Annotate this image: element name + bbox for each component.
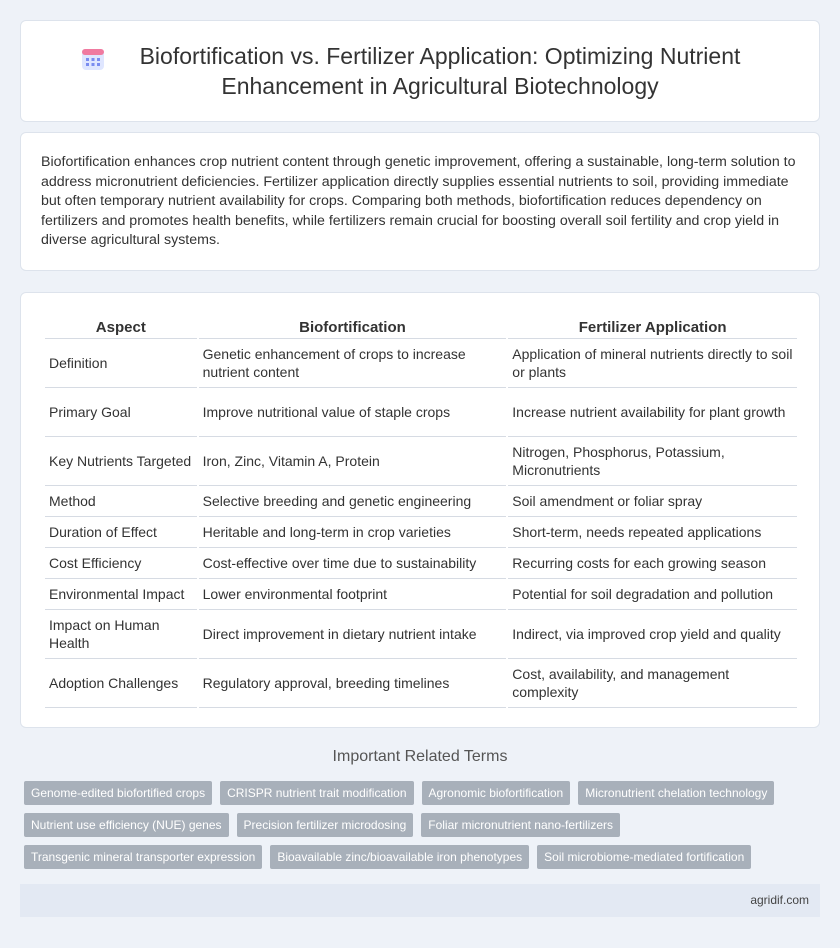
- header-fertilizer: Fertilizer Application: [508, 313, 797, 339]
- row-aspect: Duration of Effect: [45, 517, 197, 548]
- related-terms-title: Important Related Terms: [332, 748, 508, 765]
- intro-paragraph: Biofortification enhances crop nutrient content through genetic improvement, offering a sustainable, long-term solution to address micronutrient deficiencies. Fertilizer application directly supplies essential nutrients to soil, providing immediate but often temporary nutrient availability for crops. Comparing both methods, biofortification reduces dependency on fertilizers and promotes health benefits, while fertilizers remain crucial for boosting overall soil fertility and crop yield in diverse agricultural systems.: [41, 154, 796, 249]
- table-row: [45, 579, 797, 610]
- row-aspect: Primary Goal: [45, 388, 197, 437]
- related-term-tag[interactable]: Agronomic biofortification: [422, 781, 571, 805]
- row-fertilizer: Short-term, needs repeated applications: [508, 517, 797, 548]
- row-fertilizer: Soil amendment or foliar spray: [508, 486, 797, 517]
- row-aspect: Adoption Challenges: [45, 659, 197, 708]
- table-row: [45, 437, 797, 486]
- related-term-tag[interactable]: Precision fertilizer microdosing: [237, 813, 414, 837]
- related-term-tag[interactable]: Bioavailable zinc/bioavailable iron phenotypes: [270, 845, 529, 869]
- table-row: [45, 388, 797, 437]
- row-biofortification: Heritable and long-term in crop varieties: [199, 517, 507, 548]
- related-terms-tags: [24, 781, 824, 877]
- row-fertilizer: Application of mineral nutrients directly to soil or plants: [508, 339, 797, 388]
- related-term-tag[interactable]: Soil microbiome-mediated fortification: [537, 845, 751, 869]
- row-aspect: Impact on Human Health: [45, 610, 197, 659]
- header-biofortification: Biofortification: [199, 313, 507, 339]
- row-fertilizer: Indirect, via improved crop yield and quality: [508, 610, 797, 659]
- row-biofortification: Lower environmental footprint: [199, 579, 507, 610]
- tag-row: [24, 813, 824, 837]
- row-biofortification: Iron, Zinc, Vitamin A, Protein: [199, 437, 507, 486]
- table-row: [45, 659, 797, 708]
- row-aspect: Cost Efficiency: [45, 548, 197, 579]
- footer: [20, 884, 820, 917]
- row-aspect: Environmental Impact: [45, 579, 197, 610]
- row-biofortification: Genetic enhancement of crops to increase nutrient content: [199, 339, 507, 388]
- row-fertilizer: Nitrogen, Phosphorus, Potassium, Micronutrients: [508, 437, 797, 486]
- comparison-table-card: [20, 292, 820, 728]
- related-term-tag[interactable]: Micronutrient chelation technology: [578, 781, 774, 805]
- table-row: [45, 517, 797, 548]
- related-term-tag[interactable]: Nutrient use efficiency (NUE) genes: [24, 813, 229, 837]
- tag-row: [24, 845, 824, 869]
- table-row: [45, 339, 797, 388]
- row-aspect: Method: [45, 486, 197, 517]
- related-term-tag[interactable]: Foliar micronutrient nano-fertilizers: [421, 813, 620, 837]
- row-biofortification: Cost-effective over time due to sustainability: [199, 548, 507, 579]
- row-fertilizer: Increase nutrient availability for plant growth: [508, 388, 797, 437]
- table-row: [45, 610, 797, 659]
- page-title: Biofortification vs. Fertilizer Application: Optimizing Nutrient Enhancement in Agricultural Biotechnology: [139, 43, 741, 99]
- row-biofortification: Direct improvement in dietary nutrient intake: [199, 610, 507, 659]
- table-row: [45, 486, 797, 517]
- related-term-tag[interactable]: Genome-edited biofortified crops: [24, 781, 212, 805]
- header-aspect: Aspect: [45, 313, 197, 339]
- row-aspect: Key Nutrients Targeted: [45, 437, 197, 486]
- footer-site-link[interactable]: agridif.com: [750, 893, 809, 907]
- title-card: [20, 20, 820, 122]
- row-fertilizer: Cost, availability, and management complexity: [508, 659, 797, 708]
- related-term-tag[interactable]: Transgenic mineral transporter expression: [24, 845, 262, 869]
- row-fertilizer: Recurring costs for each growing season: [508, 548, 797, 579]
- related-term-tag[interactable]: CRISPR nutrient trait modification: [220, 781, 413, 805]
- row-aspect: Definition: [45, 339, 197, 388]
- comparison-table: [43, 313, 799, 708]
- row-biofortification: Regulatory approval, breeding timelines: [199, 659, 507, 708]
- intro-card: [20, 132, 820, 271]
- table-row: [45, 548, 797, 579]
- row-biofortification: Selective breeding and genetic engineering: [199, 486, 507, 517]
- tag-row: [24, 781, 824, 805]
- row-fertilizer: Potential for soil degradation and pollution: [508, 579, 797, 610]
- table-header-row: [45, 313, 797, 339]
- row-biofortification: Improve nutritional value of staple crops: [199, 388, 507, 437]
